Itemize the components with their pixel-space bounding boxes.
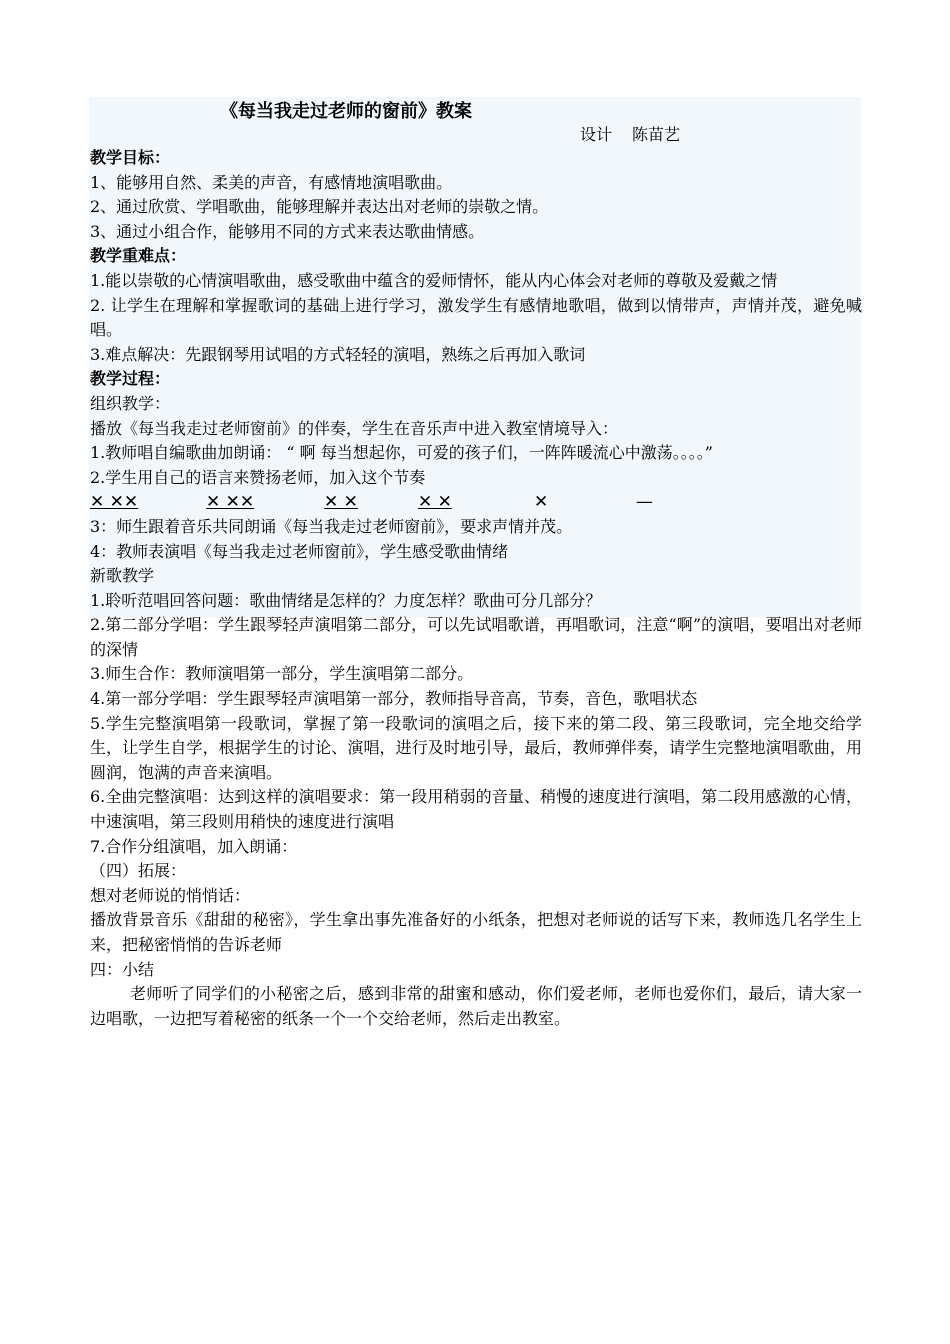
summary-heading: 四：小结 <box>90 959 155 979</box>
new-song-item: 6.全曲完整演唱：达到这样的演唱要求：第一段用稍弱的音量、稍慢的速度进行演唱，第二段用感激的心情，中速演唱，第三段则用稍快的速度进行演唱 <box>90 787 862 832</box>
new-song-item: 1.聆听范唱回答问题：歌曲情绪是怎样的？力度怎样？歌曲可分几部分？ <box>90 590 602 610</box>
author-line <box>90 124 862 146</box>
process-step: 2.学生用自己的语言来赞扬老师，加入这个节奏 <box>90 467 426 487</box>
new-song-item: 2.第二部分学唱：学生跟琴轻声演唱第二部分，可以先试唱歌谱，再唱歌词，注意“啊”的演唱，要唱出对老师的深情 <box>90 615 862 659</box>
rhythm-beat: ✕ ✕ <box>418 492 452 513</box>
document-title: 《每当我走过老师的窗前》教案 <box>220 101 472 122</box>
new-song-item: 3.师生合作：教师演唱第一部分，学生演唱第二部分。 <box>90 664 474 684</box>
rhythm-beat: ✕ ✕✕ <box>90 492 139 513</box>
new-song-item: 5.学生完整演唱第一段歌词，掌握了第一段歌词的演唱之后，接下来的第二段、第三段歌词，完全地交给学生，让学生自学，根据学生的讨论、演唱，进行及时地引导，最后，教师弹伴奏，请学生完整地演唱歌曲，用圆润，饱满的声音来演唱。 <box>90 713 862 782</box>
lesson-plan-document <box>90 98 862 1031</box>
rhythm-notation <box>90 490 862 515</box>
rhythm-beat: ✕ ✕ <box>324 492 358 513</box>
extension-heading: （四）拓展： <box>90 861 187 881</box>
keypoints-heading: 教学重难点： <box>90 246 187 266</box>
new-song-heading: 新歌教学 <box>90 566 155 586</box>
objective-item: 2、通过欣赏、学唱歌曲，能够理解并表达出对老师的崇敬之情。 <box>90 197 549 217</box>
keypoint-item: 3.难点解决：先跟钢琴用试唱的方式轻轻的演唱，熟练之后再加入歌词 <box>90 344 586 364</box>
objectives-heading: 教学目标： <box>90 148 171 167</box>
process-heading: 教学过程： <box>90 369 171 389</box>
author-name: 陈苗艺 <box>632 125 681 144</box>
new-song-item: 7.合作分组演唱，加入朗诵： <box>90 836 298 856</box>
rhythm-beat: ✕ ✕✕ <box>206 492 255 513</box>
summary-text: 老师听了同学们的小秘密之后，感到非常的甜蜜和感动，你们爱老师，老师也爱你们，最后，请大家一边唱歌，一边把写着秘密的纸条一个一个交给老师，然后走出教室。 <box>90 984 862 1028</box>
process-step: 1.教师唱自编歌曲加朗诵： “ 啊 每当想起你，可爱的孩子们，一阵阵暖流心中激荡。。。。” <box>90 443 713 463</box>
new-song-item: 4.第一部分学唱：学生跟琴轻声演唱第一部分，教师指导音高，节奏，音色，歌唱状态 <box>90 689 698 709</box>
intro-text: 播放《每当我走过老师窗前》的伴奏，学生在音乐声中进入教室情境导入： <box>90 418 619 438</box>
rhythm-beat: ✕ <box>534 492 549 513</box>
extension-subheading: 想对老师说的悄悄话： <box>90 885 251 905</box>
process-step: 4：教师表演唱《每当我走过老师窗前》，学生感受歌曲情绪 <box>90 541 509 561</box>
extension-text: 播放背景音乐《甜甜的秘密》，学生拿出事先准备好的小纸条，把想对老师说的话写下来，教师选几名学生上来，把秘密悄悄的告诉老师 <box>90 910 862 954</box>
keypoint-item: 1.能以崇敬的心情演唱歌曲，感受歌曲中蕴含的爱师情怀，能从内心体会对老师的尊敬及爱戴之情 <box>90 270 778 290</box>
author-label: 设计 <box>580 125 613 144</box>
rhythm-dash: — <box>636 492 653 513</box>
process-step: 3：师生跟着音乐共同朗诵《每当我走过老师窗前》，要求声情并茂。 <box>90 516 573 536</box>
keypoint-item: 2. 让学生在理解和掌握歌词的基础上进行学习，激发学生有感情地歌唱，做到以情带声，声情并茂，避免喊唱。 <box>90 295 862 340</box>
organize-label: 组织教学： <box>90 393 171 413</box>
objective-item: 3、通过小组合作，能够用不同的方式来表达歌曲情感。 <box>90 221 485 241</box>
objective-item: 1、能够用自然、柔美的声音，有感情地演唱歌曲。 <box>90 172 453 192</box>
